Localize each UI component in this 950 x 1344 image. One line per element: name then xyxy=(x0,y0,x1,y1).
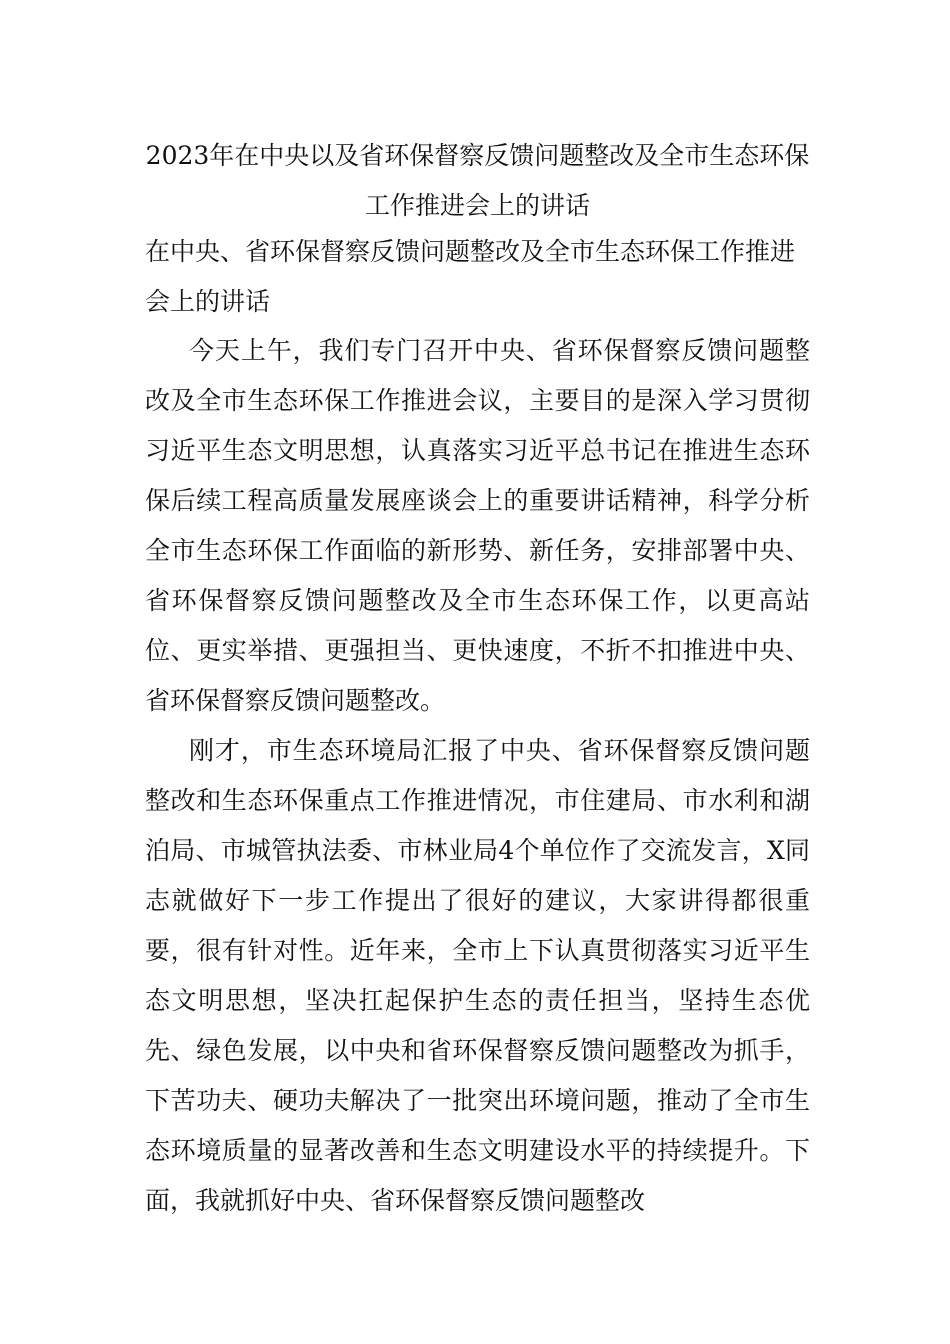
document-title: 2023年在中央以及省环保督察反馈问题整改及全市生态环保工作推进会上的讲话 xyxy=(145,141,810,220)
document-subtitle: 在中央、省环保督察反馈问题整改及全市生态环保工作推进会上的讲话 xyxy=(145,237,796,316)
document-body xyxy=(145,326,810,1226)
paragraph-1: 今天上午，我们专门召开中央、省环保督察反馈问题整改及全市生态环保工作推进会议，主要目的是深入学习贯彻习近平生态文明思想，认真落实习近平总书记在推进生态环保后续工程高质量发展座谈会上的重要讲话精神，科学分析全市生态环保工作面临的新形势、新任务，安排部署中央、省环保督察反馈问题整改及全市生态环保工作，以更高站位、更实举措、更强担当、更快速度，不折不扣推进中央、省环保督察反馈问题整改。 xyxy=(145,336,810,715)
paragraph-2: 刚才，市生态环境局汇报了中央、省环保督察反馈问题整改和生态环保重点工作推进情况，市住建局、市水利和湖泊局、市城管执法委、市林业局4个单位作了交流发言，X同志就做好下一步工作提出了很好的建议，大家讲得都很重要，很有针对性。近年来，全市上下认真贯彻落实习近平生态文明思想，坚决扛起保护生态的责任担当，坚持生态优先、绿色发展，以中央和省环保督察反馈问题整改为抓手，下苦功夫、硬功夫解决了一批突出环境问题，推动了全市生态环境质量的显著改善和生态文明建设水平的持续提升。下面，我就抓好中央、省环保督察反馈问题整改 xyxy=(145,736,810,1215)
